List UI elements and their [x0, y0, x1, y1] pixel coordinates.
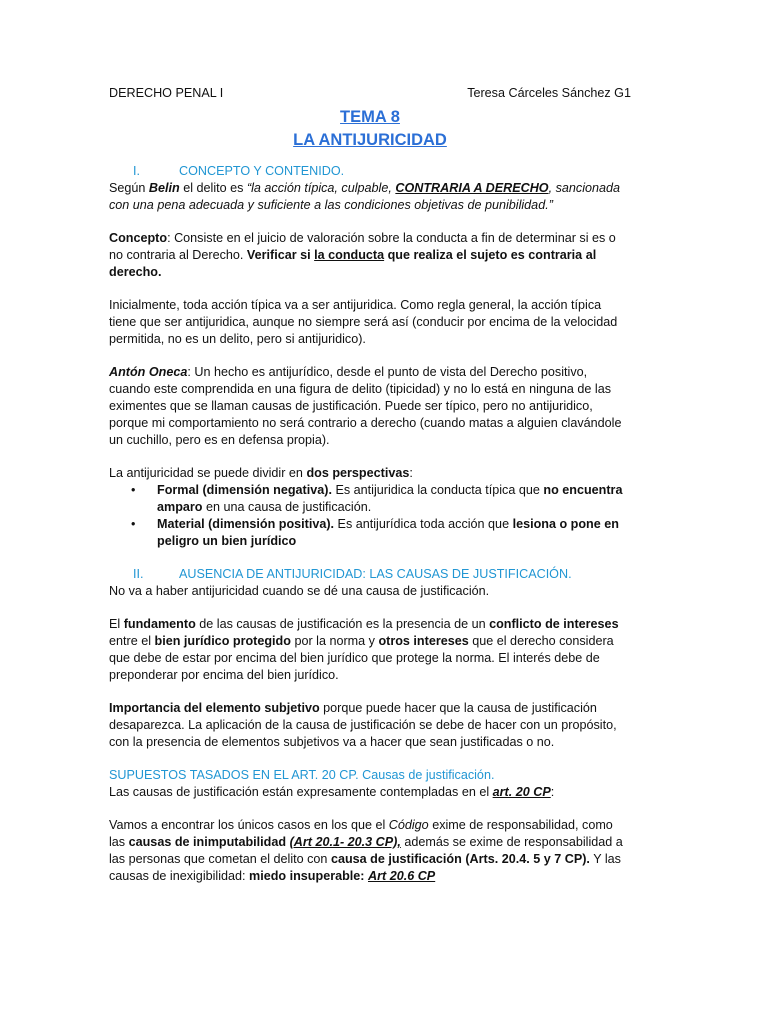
author-anton-oneca: Antón Oneca	[109, 365, 188, 379]
text-run: además se exime de responsabilidad a las personas que cometan el delito con	[109, 835, 623, 866]
text-run: Según	[109, 181, 149, 195]
dos-perspectivas: dos perspectivas	[306, 466, 410, 480]
list-item-material	[109, 516, 631, 550]
anton-oneca-paragraph	[109, 364, 631, 449]
quote-run: , sancionada con una pena adecuada y suficiente a las condiciones objetivas de punibilidad.”	[109, 181, 621, 212]
text-run: Y las causas de inexigibilidad:	[109, 852, 621, 883]
text-run: exime de responsabilidad, como las	[109, 818, 613, 849]
art-20-6-ref: Art 20.6 CP	[368, 869, 436, 883]
text-run: : Consiste en el juicio de valoración sobre la conducta a fin de determinar si es o no contraria al Derecho.	[109, 231, 616, 262]
text-run: Formal (dimensión negativa).	[157, 483, 332, 497]
author-belin: Belin	[148, 181, 180, 195]
elemento-subjetivo-paragraph	[109, 700, 631, 751]
running-header	[109, 85, 631, 102]
text-run: La antijuricidad se puede dividir en	[109, 466, 307, 480]
document-page	[109, 85, 631, 901]
text-run: El	[109, 617, 124, 631]
quote-run: “la acción típica, culpable,	[246, 181, 396, 195]
concepto-label: Concepto	[109, 231, 168, 245]
art-20-1-ref: (Art 20.1- 20.3 CP),	[289, 835, 401, 849]
section-2-number: II.	[133, 567, 144, 581]
codigo-word: Código	[388, 818, 429, 832]
concepto-paragraph	[109, 230, 631, 281]
text-run: Es antijuridica la conducta típica que	[331, 483, 544, 497]
text-run: que realiza el sujeto es contraria al derecho.	[109, 248, 597, 279]
text-run: en una causa de justificación.	[202, 500, 372, 514]
section-2-heading	[109, 566, 631, 583]
text-run: entre el	[109, 634, 155, 648]
text-run: Verificar si	[246, 248, 315, 262]
text-run: que el derecho considera que debe de estar por encima del bien jurídico que protege la norma. El interés debe de preponderar por encima del bien jurídico.	[109, 634, 614, 682]
bullet-icon: •	[131, 517, 136, 531]
text-run: bien jurídico protegido	[154, 634, 291, 648]
la-conducta: la conducta	[314, 248, 385, 262]
course-title: DERECHO PENAL I	[109, 86, 224, 100]
section-1-number: I.	[133, 164, 140, 178]
text-run: causas de inimputabilidad	[128, 835, 290, 849]
text-run: Es antijurídica toda acción que	[334, 517, 513, 531]
topic-number: TEMA 8	[340, 108, 400, 126]
art20-paragraph	[109, 784, 631, 801]
text-run: Vamos a encontrar los únicos casos en los que el	[109, 818, 389, 832]
section-1-heading	[109, 163, 631, 180]
perspectivas-intro	[109, 465, 631, 482]
perspectivas-list	[109, 482, 631, 550]
section-1-title: CONCEPTO Y CONTENIDO.	[179, 164, 345, 178]
contraria-a-derecho: CONTRARIA A DERECHO	[395, 181, 549, 195]
section-2-title: AUSENCIA DE ANTIJURICIDAD: LAS CAUSAS DE JUSTIFICACIÓN.	[179, 567, 572, 581]
belin-definition	[109, 180, 631, 214]
text-run: otros intereses	[378, 634, 469, 648]
text-run: miedo insuperable:	[249, 869, 365, 883]
text-run: Las causas de justificación están expresamente contempladas en el	[109, 785, 493, 799]
text-run: fundamento	[123, 617, 196, 631]
fundamento-paragraph	[109, 616, 631, 684]
text-run: el delito es	[179, 181, 247, 195]
author-name: Teresa Cárceles Sánchez G1	[467, 86, 631, 100]
text-run: Importancia del elemento subjetivo	[109, 701, 320, 715]
inicialmente-paragraph: Inicialmente, toda acción típica va a ser antijuridica. Como regla general, la acción típica tiene que ser antijuridica, aunque no siempre será así (conducir por encima de la velocidad permitida, no es un delito, pero si antijuridico).	[109, 298, 618, 346]
text-run: Material (dimensión positiva).	[157, 517, 335, 531]
bullet-icon: •	[131, 483, 136, 497]
topic-title: LA ANTIJURICIDAD	[293, 131, 447, 149]
text-run: porque puede hacer que la causa de justificación desaparezca. La aplicación de la causa de justificación se debe de hacer con un propósito, con la presencia de elementos subjetivos va a hacer que sean justificadas o no.	[109, 701, 617, 749]
codigo-paragraph	[109, 817, 631, 885]
text-run: :	[550, 785, 555, 799]
text-run: conflicto de intereses	[489, 617, 619, 631]
text-run: (Arts. 20.4. 5 y 7 CP).	[461, 852, 590, 866]
text-run: :	[409, 466, 413, 480]
text-run: : Un hecho es antijurídico, desde el punto de vista del Derecho positivo, cuando este comprendida en una figura de delito (tipicidad) y no lo está en ninguna de las eximentes que se llaman causas de justificación. Puede ser típico, pero no antijuridico, porque mi comportamiento no será contrario a derecho (cuando matas a alguien clavándole un cuchillo, pero es en defensa propia).	[109, 365, 622, 447]
supuestos-heading: SUPUESTOS TASADOS EN EL ART. 20 CP. Causas de justificación.	[109, 768, 495, 782]
text-run: causa de justificación	[330, 852, 462, 866]
text-run: no encuentra amparo	[157, 483, 623, 514]
text-run: por la norma y	[290, 634, 379, 648]
text-run: de las causas de justificación es la presencia de un	[195, 617, 490, 631]
text-run: lesiona o pone en peligro un bien jurídico	[157, 517, 619, 548]
list-item-formal	[109, 482, 631, 516]
ausencia-paragraph: No va a haber antijuricidad cuando se dé una causa de justificación.	[109, 584, 490, 598]
art-20-cp-ref: art. 20 CP	[492, 785, 551, 799]
